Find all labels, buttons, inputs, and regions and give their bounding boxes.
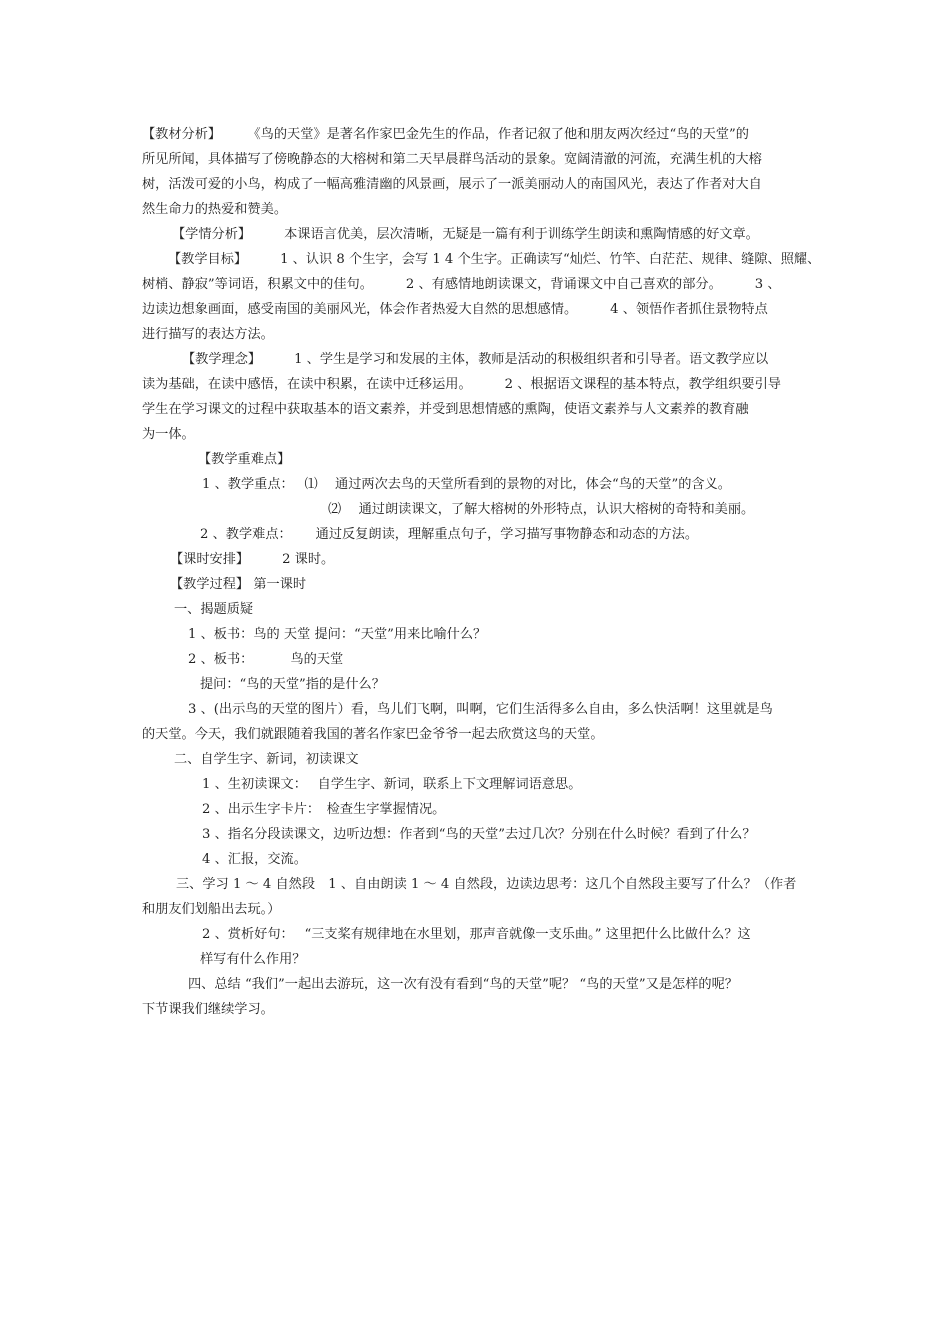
text-line: 然生命力的热爱和赞美。 [142,202,288,217]
text-line: 4 、汇报，交流。 [202,852,307,867]
text-line: 【教学过程】 第一课时 [170,577,307,592]
text-line: 1 、板书：鸟的 天堂 提问：“天堂”用来比喻什么？ [188,627,487,642]
text-line: 四、总结 “我们”一起出去游玩，这一次有没有看到“鸟的天堂”呢？ “鸟的天堂”又是怎样的呢？ [188,977,738,992]
text-line: 2 、出示生字卡片： 检查生字掌握情况。 [202,802,446,817]
text-line: 读为基础，在读中感悟，在读中积累，在读中迁移运用。 2 、根据语文课程的基本特点，教学组织要引导 [142,377,781,392]
text-line: 【学情分析】 本课语言优美，层次清晰，无疑是一篇有利于训练学生朗读和熏陶情感的好文章。 [172,227,759,242]
text-line: 【教材分析】 《鸟的天堂》是著名作家巴金先生的作品，作者记叙了他和朋友两次经过“鸟的天堂”的 [142,127,749,142]
text-line: 边读边想象画面，感受南国的美丽风光，体会作者热爱大自然的思想感情。 4 、领悟作者抓住景物特点 [142,302,768,317]
text-line: 和朋友们划船出去玩。） [142,902,281,917]
text-line: ⑵ 通过朗读课文，了解大榕树的外形特点，认识大榕树的奇特和美丽。 [328,502,755,517]
text-line: 3 、指名分段读课文，边听边想：作者到“鸟的天堂”去过几次？分别在什么时候？看到了什么？ [202,827,756,842]
document-body [142,122,822,1022]
text-line: 所见所闻，具体描写了傍晚静态的大榕树和第二天早晨群鸟活动的景象。宽阔清澈的河流，充满生机的大榕 [142,152,762,167]
text-line: 2 、板书： 鸟的天堂 [188,652,344,667]
text-line: 进行描写的表达方法。 [142,327,274,342]
text-line: 【课时安排】 2 课时。 [170,552,335,567]
text-line: 2 、教学难点： 通过反复朗读，理解重点句子，学习描写事物静态和动态的方法。 [200,527,699,542]
text-line: 三、学习 1 ～ 4 自然段 1 、自由朗读 1 ～ 4 自然段，边读边思考：这几个自然段主要写了什么？（作者 [176,877,797,892]
text-line: 的天堂。今天，我们就跟随着我国的著名作家巴金爷爷一起去欣赏这鸟的天堂。 [142,727,604,742]
text-line: 学生在学习课文的过程中获取基本的语文素养，并受到思想情感的熏陶，使语文素养与人文素养的教育融 [142,402,749,417]
text-line: 【教学目标】 1 、认识 8 个生字，会写 1 4 个生字。正确读写“灿烂、竹竿、白茫茫、规律、缝隙、照耀、 [168,252,821,267]
text-line: 1 、教学重点： ⑴ 通过两次去鸟的天堂所看到的景物的对比，体会“鸟的天堂”的含义。 [202,477,731,492]
text-line: 3 、(出示鸟的天堂的图片）看，鸟儿们飞啊，叫啊，它们生活得多么自由，多么快活啊！这里就是鸟 [188,702,773,717]
text-line: 2 、赏析好句： “三支桨有规律地在水里划，那声音就像一支乐曲。” 这里把什么比做什么？这 [202,927,751,942]
text-line: 树梢、静寂”等词语，积累文中的佳句。 2 、有感情地朗读课文，背诵课文中自己喜欢的部分。 3 、 [142,277,781,292]
text-line: 二、自学生字、新词，初读课文 [174,752,359,767]
text-line: 一、揭题质疑 [174,602,254,617]
text-line: 【教学重难点】 [198,452,291,467]
text-line: 1 、生初读课文： 自学生字、新词，联系上下文理解词语意思。 [202,777,582,792]
text-line: 提问：“鸟的天堂”指的是什么？ [200,677,385,692]
text-line: 【教学理念】 1 、学生是学习和发展的主体，教师是活动的积极组织者和引导者。语文教学应以 [182,352,769,367]
text-line: 下节课我们继续学习。 [142,1002,274,1017]
text-line: 样写有什么作用？ [200,952,306,967]
text-line: 为一体。 [142,427,195,442]
text-line: 树，活泼可爱的小鸟，构成了一幅高雅清幽的风景画，展示了一派美丽动人的南国风光，表达了作者对大自 [142,177,762,192]
